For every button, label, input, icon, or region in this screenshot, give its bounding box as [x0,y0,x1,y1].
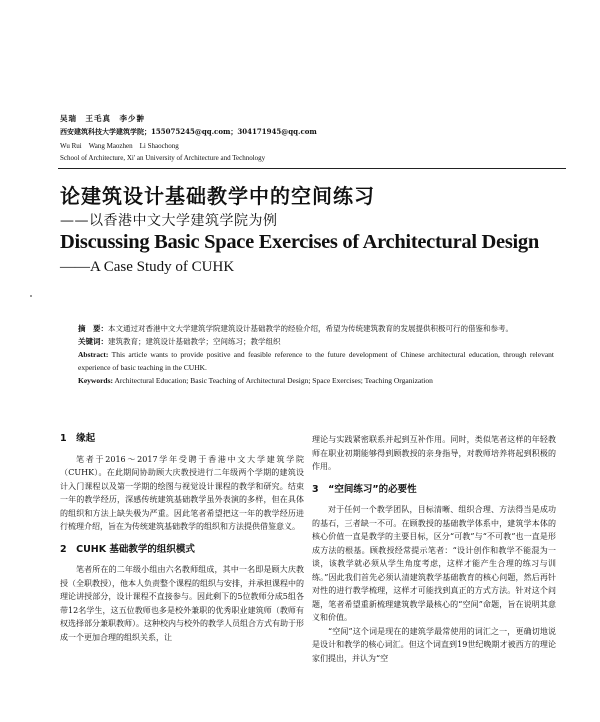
affiliation-cn: 西安建筑科技大学建筑学院；155075245@qq.com；304171945@qq.com [60,127,317,136]
keywords-cn [78,335,554,348]
abstract-block [78,322,554,387]
keywords-en [78,374,554,387]
abstract-cn [78,322,554,335]
abstract-label-cn: 摘 要： [78,324,108,333]
title-cn: 论建筑设计基础教学中的空间练习 [60,184,375,208]
section-2-continuation: 理论与实践紧密联系并起到互补作用。同时，类似笔者这样的年轻教师在职业初期能够得到顾教授的亲身指导，对教师培养将起到积极的作用。 [312,435,556,471]
keywords-text-en: Architectural Education; Basic Teaching of Architectural Design; Space Exercises; Teaching Organization [114,376,433,385]
abstract-text-en: This article wants to provide positive and feasible reference to the future development of Chinese architectural education, through relevant experience of basic teaching in the CUHK. [78,350,554,372]
keywords-label-en: Keywords: [78,376,113,385]
section-1-paragraph: 笔者于2016～2017学年受聘于香港中文大学建筑学院（CUHK）。在此期间协助顾大庆教授进行二年级两个学期的建筑设计入门课程以及第一学期的绘图与视觉设计课程的教学和研究。结束一年的教学经历，深感传统建筑基础教学虽外表演的多样，但在具体的组织和方法上缺失极为严重。因此笔者希望把这一年的教学经历进行梳理介绍，旨在为传统建筑基础教学的组织和方法提供借鉴意义。 [60,454,304,531]
section-2-heading: 2 CUHK 基础教学的组织模式 [60,543,195,555]
affiliation-en: School of Architecture, Xi' an University of Architecture and Technology [60,154,266,162]
abstract-label-en: Abstract: [78,350,109,359]
section-3-paragraph-1: 对于任何一个教学团队，目标清晰、组织合理、方法得当是成功的基石，三者缺一不可。在顾教授的基础教学体系中，建筑学本体的核心价值一直是教学的主要目标，区分“可教”与“不可教”也一直是形成方法的根基。顾教授经常提示笔者：“设计创作和教学不能混为一谈，该教学就必须从学生角度考虑，这样才能产生合理的练习与训练。”因此我们首先必须认清建筑教学基础教育的核心问题，然后再针对性的进行教学梳理，这样才可能找到真正的方式方法。针对这个问题，笔者希望重新梳理建筑教学最核心的“空间”命题，旨在说明其意义和价值。 [312,505,556,622]
abstract-en [78,348,554,374]
keywords-label-cn: 关键词： [78,337,108,346]
keywords-text-cn: 建筑教育；建筑设计基础教学；空间练习；教学组织 [108,337,281,346]
section-3-paragraph-2: “空间”这个词是现在的建筑学最常使用的词汇之一，更确切地说是设计和教学的核心词汇。但这个词直到19世纪晚期才被西方的理论家们提出，并认为“空 [312,626,556,663]
section-1-heading: 1 缘起 [60,433,96,444]
subtitle-cn: ——以香港中文大学建筑学院为例 [60,213,278,229]
authors-cn: 吴瑞 王毛真 李少翀 [60,114,145,123]
scan-speck [30,295,32,297]
abstract-text-cn: 本文通过对香港中文大学建筑学院建筑设计基础教学的经验介绍，希望为传统建筑教育的发展提供积极可行的借鉴和参考。 [108,324,513,333]
section-2-paragraph: 笔者所在的二年级小组由六名教师组成，其中一名即是顾大庆教授（全职教授），他本人负责整个课程的组织与安排，并承担课程中的理论讲授部分，设计课程不直接参与。因此剩下的5位教师分成5组各带12名学生，这五位教师也多是校外兼职的优秀职业建筑师（教师有权选择部分兼职教师）。这种校内与校外的教学人员组合方式有助于形成一个更加合理的组织关系，让 [60,565,304,642]
right-column [312,433,556,665]
title-en: Discussing Basic Space Exercises of Architectural Design [60,231,539,253]
header-rule [58,168,566,169]
subtitle-en: ——A Case Study of CUHK [60,259,235,275]
section-3-heading: 3 “空间练习”的必要性 [312,483,417,495]
left-column [60,432,304,644]
authors-en: Wu Rui Wang Maozhen Li Shaochong [60,142,179,150]
